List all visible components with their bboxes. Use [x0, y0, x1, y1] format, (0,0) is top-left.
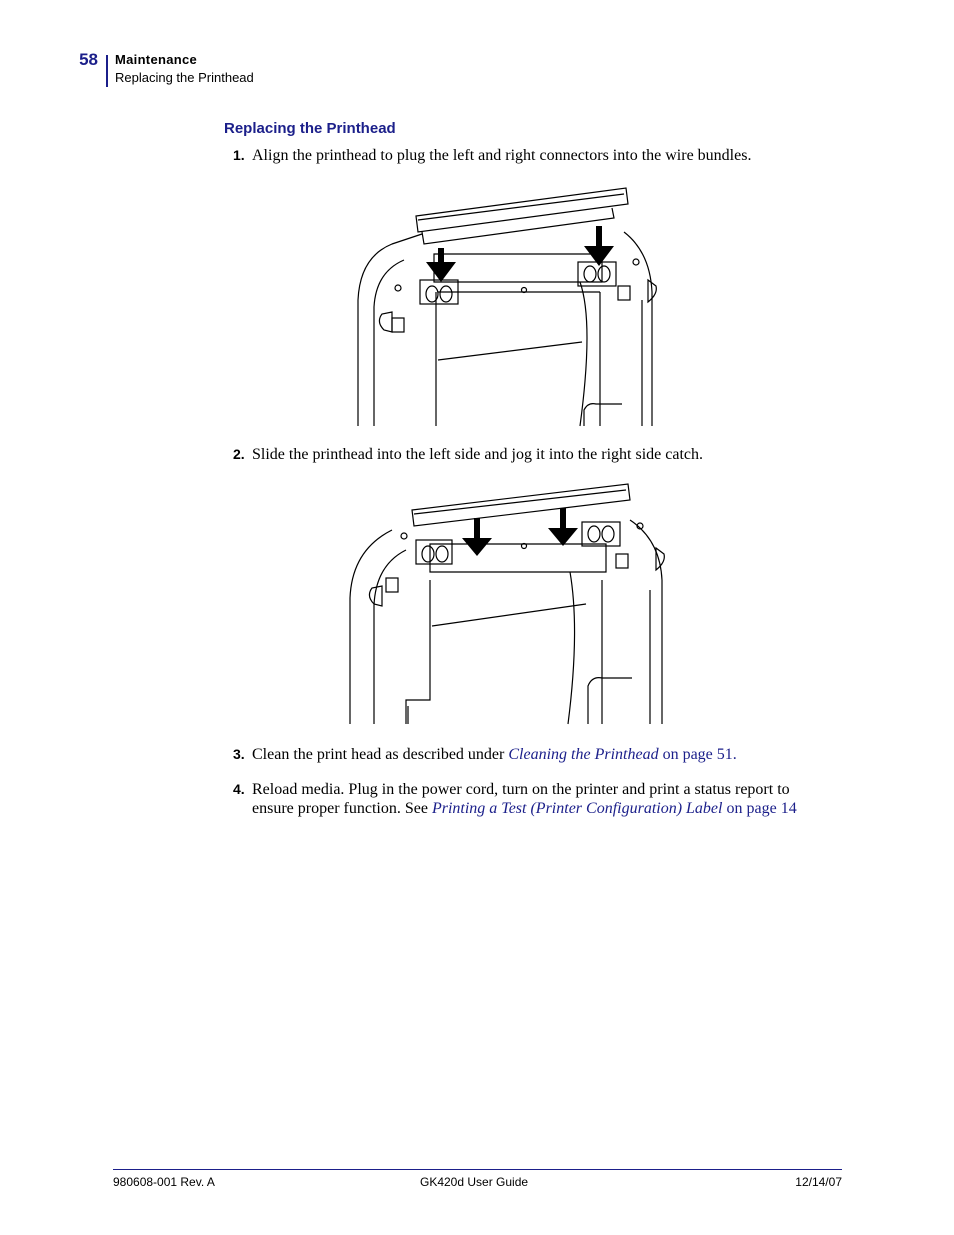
printhead-alignment-figure [352, 182, 672, 433]
page-number: 58 [79, 50, 98, 69]
printing-test-label-link[interactable]: Printing a Test (Printer Configuration) Label on page 14 [431, 800, 797, 817]
step-text-line: Reload media. Plug in the power cord, turn on the printer and print a status report to [252, 781, 790, 798]
step-number: 4. [233, 781, 245, 797]
footer-doc-number: 980608-001 Rev. A [113, 1175, 215, 1189]
step-number: 2. [233, 446, 245, 462]
footer-title: GK420d User Guide [420, 1175, 529, 1189]
header-section: Replacing the Printhead [115, 70, 254, 85]
step-number: 1. [233, 147, 245, 163]
printer-printhead-arrows-illustration [346, 480, 668, 726]
step-text: Reload media. Plug in the power cord, turn on the printer and print a status report to ensure proper function. See Printing a Test (Printer Configuration) Label on page 14 [252, 781, 797, 817]
printer-printhead-arrows-illustration [352, 182, 672, 428]
step-text: Slide the printhead into the left side and jog it into the right side catch. [252, 446, 704, 463]
header-chapter: Maintenance [115, 52, 198, 67]
cleaning-printhead-link[interactable]: Cleaning the Printhead on page 51 [508, 746, 733, 763]
footer-date: 12/14/07 [795, 1175, 842, 1189]
printhead-slide-figure [346, 480, 668, 731]
section-heading: Replacing the Printhead [224, 120, 396, 137]
header-divider [106, 55, 108, 87]
step-number: 3. [233, 746, 245, 762]
step-text: Align the printhead to plug the left and right connectors into the wire bundles. [252, 147, 752, 164]
footer-divider [113, 1169, 842, 1170]
step-text: Clean the print head as described under Cleaning the Printhead on page 51. [252, 746, 737, 763]
